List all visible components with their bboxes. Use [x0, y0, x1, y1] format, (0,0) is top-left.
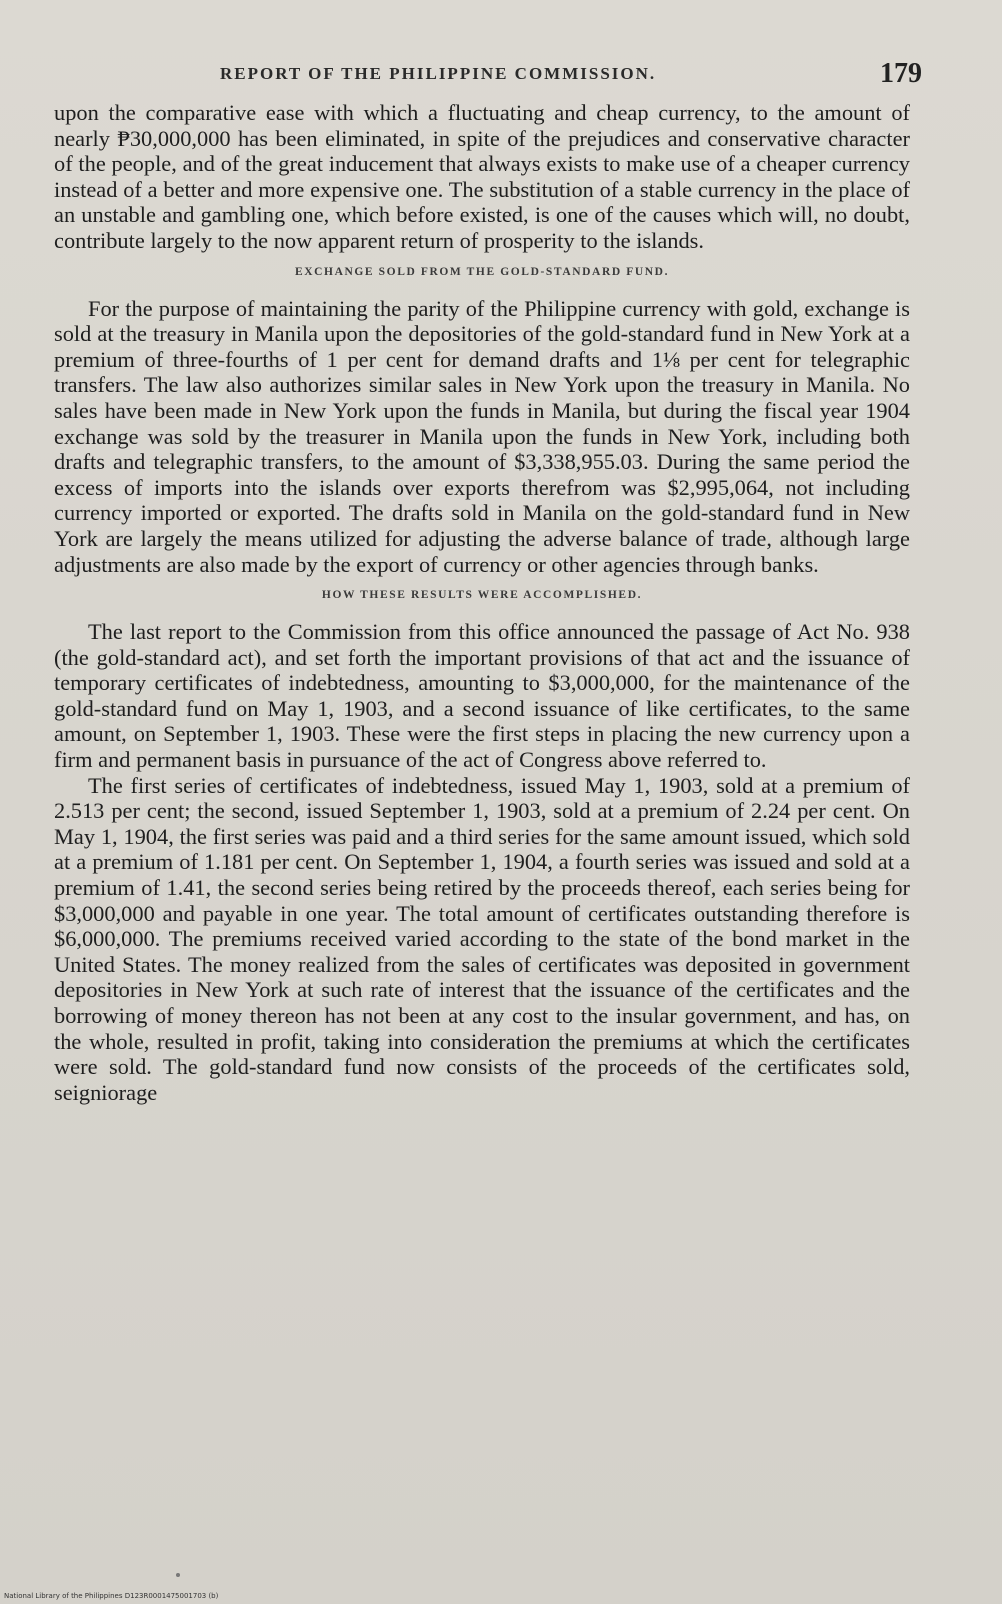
paragraph-last-report: The last report to the Commission from this office announced the passage of Act No. 938 (the gold-standard act), and set forth the important provisions of that act and the issuance of temporary certificates of indebtedness, amounting to $3,000,000, for the maintenance of the gold-standard fund on May 1, 1903, and a second issuance of like certificates, to the same amount, on September 1, 1903. These were the first steps in placing the new currency upon a firm and permanent basis in pursuance of the act of Congress above referred to. [54, 619, 910, 773]
paragraph-exchange: For the purpose of maintaining the parity of the Philippine currency with gold, exchange is sold at the treasury in Manila upon the depositories of the gold-standard fund in New York at a premium of three-fourths of 1 per cent for demand drafts and 1⅛ per cent for telegraphic transfers. The law also authorizes similar sales in New York upon the treasury in Manila. No sales have been made in New York upon the funds in Manila, but during the fiscal year 1904 exchange was sold by the treasurer in Manila upon the funds in New York, including both drafts and telegraphic transfers, to the amount of $3,338,955.03. During the same period the excess of imports into the islands over exports therefrom was $2,995,064, not including currency imported or exported. The drafts sold in Manila on the gold-standard fund in New York are largely the means utilized for adjusting the adverse balance of trade, although large adjustments are also made by the export of currency or other agencies through banks. [54, 295, 910, 577]
section-heading-exchange: EXCHANGE SOLD FROM THE GOLD-STANDARD FUND. [294, 265, 670, 278]
page-number: 179 [880, 58, 922, 89]
section-heading-results: HOW THESE RESULTS WERE ACCOMPLISHED. [321, 589, 643, 602]
scan-credit: National Library of the Philippines D123R0001475001703 (b) [4, 1592, 219, 1600]
page-header [60, 58, 920, 98]
page-mark [176, 1573, 180, 1577]
running-head: REPORT OF THE PHILIPPINE COMMISSION. [220, 64, 657, 83]
body-text [54, 100, 910, 1105]
paragraph-continuation: upon the comparative ease with which a fluctuating and cheap currency, to the amount of nearly ₱30,000,000 has been eliminated, in spite of the prejudices and conservative character of the people, and of the great inducement that always exists to make use of a cheaper currency instead of a better and more expensive one. The substitution of a stable currency in the place of an unstable and gambling one, which before existed, is one of the causes which will, no doubt, contribute largely to the now apparent return of prosperity to the islands. [54, 100, 910, 253]
paragraph-certificates: The first series of certificates of indebtedness, issued May 1, 1903, sold at a premium of 2.513 per cent; the second, issued September 1, 1903, sold at a premium of 2.24 per cent. On May 1, 1904, the first series was paid and a third series for the same amount issued, which sold at a premium of 1.181 per cent. On September 1, 1904, a fourth series was issued and sold at a premium of 1.41, the second series being retired by the proceeds thereof, each series being for $3,000,000 and payable in one year. The total amount of certificates outstanding therefore is $6,000,000. The premiums received varied according to the state of the bond market in the United States. The money realized from the sales of certificates was deposited in government depositories in New York at such rate of interest that the issuance of the certificates and the borrowing of money thereon has not been at any cost to the insular government, and has, on the whole, resulted in profit, taking into consideration the premiums at which the certificates were sold. The gold-standard fund now consists of the proceeds of the certificates sold, seigniorage [54, 772, 910, 1105]
